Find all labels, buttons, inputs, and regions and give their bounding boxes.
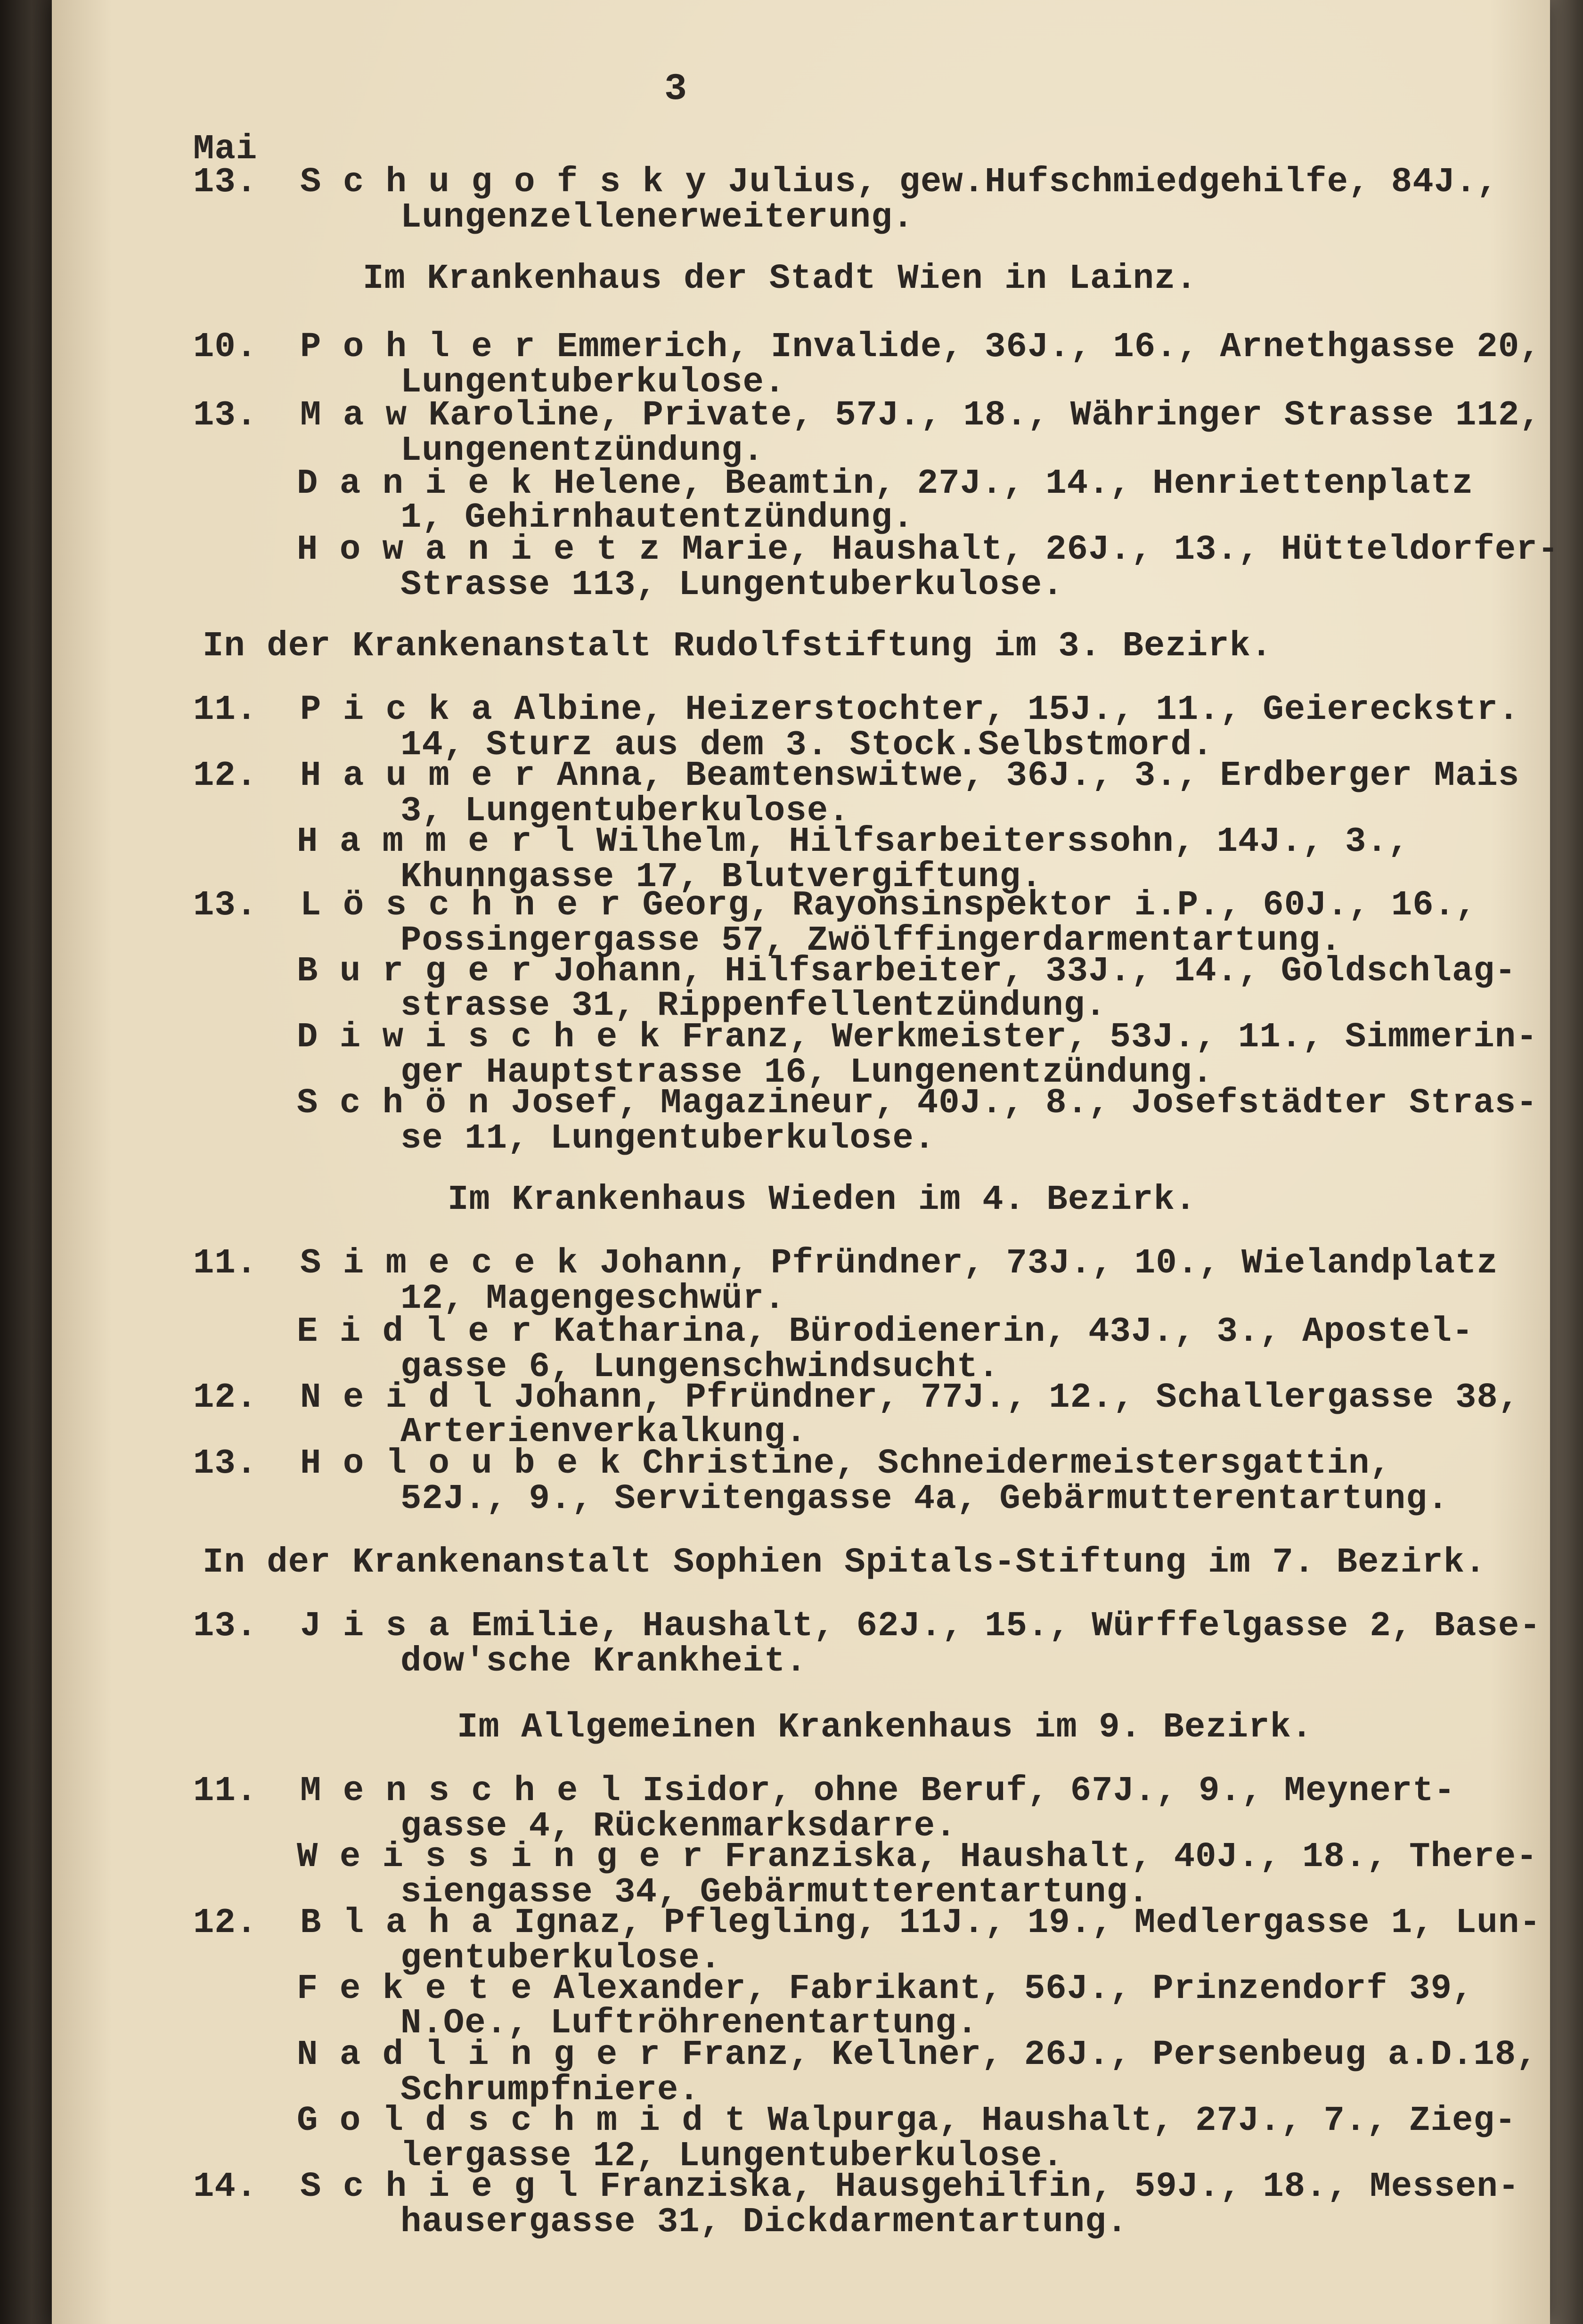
register-line: 11. P i c k a Albine, Heizerstochter, 15J., 11., Geiereckstr. xyxy=(193,690,1520,730)
register-line: N.Oe., Luftröhrenentartung. xyxy=(400,2004,978,2043)
section-heading: In der Krankenanstalt Sophien Spitals-Stiftung im 7. Bezirk. xyxy=(203,1543,1486,1582)
register-line: Lungenzellenerweiterung. xyxy=(400,198,914,237)
register-line: G o l d s c h m i d t Walpurga, Haushalt, 27J., 7., Zieg- xyxy=(297,2101,1517,2141)
register-line: 13. J i s a Emilie, Haushalt, 62J., 15., Würffelgasse 2, Base- xyxy=(193,1606,1541,1646)
register-line: 14, Sturz aus dem 3. Stock.Selbstmord. xyxy=(400,726,1214,765)
document-page xyxy=(52,0,1559,2324)
register-line: Arterienverkalkung. xyxy=(400,1412,807,1452)
register-line: 1, Gehirnhautentzündung. xyxy=(400,498,914,538)
register-line: Khunngasse 17, Blutvergiftung. xyxy=(400,857,1043,897)
register-line: siengasse 34, Gebärmutterentartung. xyxy=(400,1873,1150,1912)
register-line: dow'sche Krankheit. xyxy=(400,1642,807,1681)
register-line: D i w i s c h e k Franz, Werkmeister, 53J., 11., Simmerin- xyxy=(297,1018,1538,1057)
month-label: Mai xyxy=(193,130,258,169)
register-line: gasse 6, Lungenschwindsucht. xyxy=(400,1347,1000,1387)
register-line: F e k e t e Alexander, Fabrikant, 56J., Prinzendorf 39, xyxy=(297,1969,1474,2009)
register-line: 11. M e n s c h e l Isidor, ohne Beruf, 67J., 9., Meynert- xyxy=(193,1771,1456,1811)
register-line: Lungentuberkulose. xyxy=(400,363,786,402)
book-binding xyxy=(0,0,57,2324)
register-line: B u r g e r Johann, Hilfsarbeiter, 33J., 14., Goldschlag- xyxy=(297,952,1517,991)
register-line: lergasse 12, Lungentuberkulose. xyxy=(400,2136,1064,2176)
register-line: Strasse 113, Lungentuberkulose. xyxy=(400,565,1064,605)
register-line: 10. P o h l e r Emmerich, Invalide, 36J., 16., Arnethgasse 20, xyxy=(193,327,1541,367)
register-line: H o w a n i e t z Marie, Haushalt, 26J., 13., Hütteldorfer- xyxy=(297,530,1559,570)
page-edge xyxy=(1550,0,1583,2324)
register-line: 12, Magengeschwür. xyxy=(400,1279,786,1319)
register-line: 3, Lungentuberkulose. xyxy=(400,791,850,831)
register-line: 14. S c h i e g l Franziska, Hausgehilfin, 59J., 18., Messen- xyxy=(193,2167,1520,2207)
register-line: 13. H o l o u b e k Christine, Schneidermeistersgattin, xyxy=(193,1444,1391,1484)
register-line: Possingergasse 57, Zwölffingerdarmentartung. xyxy=(400,921,1342,961)
register-line: 12. H a u m e r Anna, Beamtenswitwe, 36J., 3., Erdberger Mais xyxy=(193,756,1520,796)
register-line: 13. S c h u g o f s k y Julius, gew.Hufschmiedgehilfe, 84J., xyxy=(193,163,1498,202)
register-line: Schrumpfniere. xyxy=(400,2071,700,2110)
section-heading: Im Allgemeinen Krankenhaus im 9. Bezirk. xyxy=(457,1708,1313,1747)
register-line: ger Hauptstrasse 16, Lungenentzündung. xyxy=(400,1053,1214,1093)
register-line: gasse 4, Rückenmarksdarre. xyxy=(400,1807,957,1846)
section-heading: Im Krankenhaus der Stadt Wien in Lainz. xyxy=(363,259,1197,299)
register-line: 12. N e i d l Johann, Pfründner, 77J., 12., Schallergasse 38, xyxy=(193,1378,1520,1418)
register-line: 11. S i m e c e k Johann, Pfründner, 73J., 10., Wielandplatz xyxy=(193,1244,1498,1283)
register-line: strasse 31, Rippenfellentzündung. xyxy=(400,986,1107,1026)
register-line: hausergasse 31, Dickdarmentartung. xyxy=(400,2202,1128,2242)
register-line: W e i s s i n g e r Franziska, Haushalt, 40J., 18., There- xyxy=(297,1837,1538,1877)
register-line: E i d l e r Katharina, Bürodienerin, 43J., 3., Apostel- xyxy=(297,1312,1474,1352)
register-line: gentuberkulose. xyxy=(400,1939,722,1978)
register-line: 52J., 9., Servitengasse 4a, Gebärmutterentartung. xyxy=(400,1479,1449,1519)
register-line: Lungenentzündung. xyxy=(400,431,764,471)
register-line: H a m m e r l Wilhelm, Hilfsarbeiterssohn, 14J., 3., xyxy=(297,822,1410,862)
register-line: 13. L ö s c h n e r Georg, Rayonsinspektor i.P., 60J., 16., xyxy=(193,886,1477,925)
register-line: se 11, Lungentuberkulose. xyxy=(400,1119,936,1158)
register-line: D a n i e k Helene, Beamtin, 27J., 14., Henriettenplatz xyxy=(297,464,1474,504)
register-line: 12. B l a h a Ignaz, Pflegling, 11J., 19., Medlergasse 1, Lun- xyxy=(193,1903,1541,1943)
page-number: 3 xyxy=(664,68,688,111)
section-heading: In der Krankenanstalt Rudolfstiftung im 3. Bezirk. xyxy=(203,627,1273,666)
section-heading: Im Krankenhaus Wieden im 4. Bezirk. xyxy=(448,1180,1197,1220)
register-line: 13. M a w Karoline, Private, 57J., 18., Währinger Strasse 112, xyxy=(193,396,1541,435)
register-line: S c h ö n Josef, Magazineur, 40J., 8., Josefstädter Stras- xyxy=(297,1084,1538,1123)
register-line: N a d l i n g e r Franz, Kellner, 26J., Persenbeug a.D.18, xyxy=(297,2035,1538,2075)
